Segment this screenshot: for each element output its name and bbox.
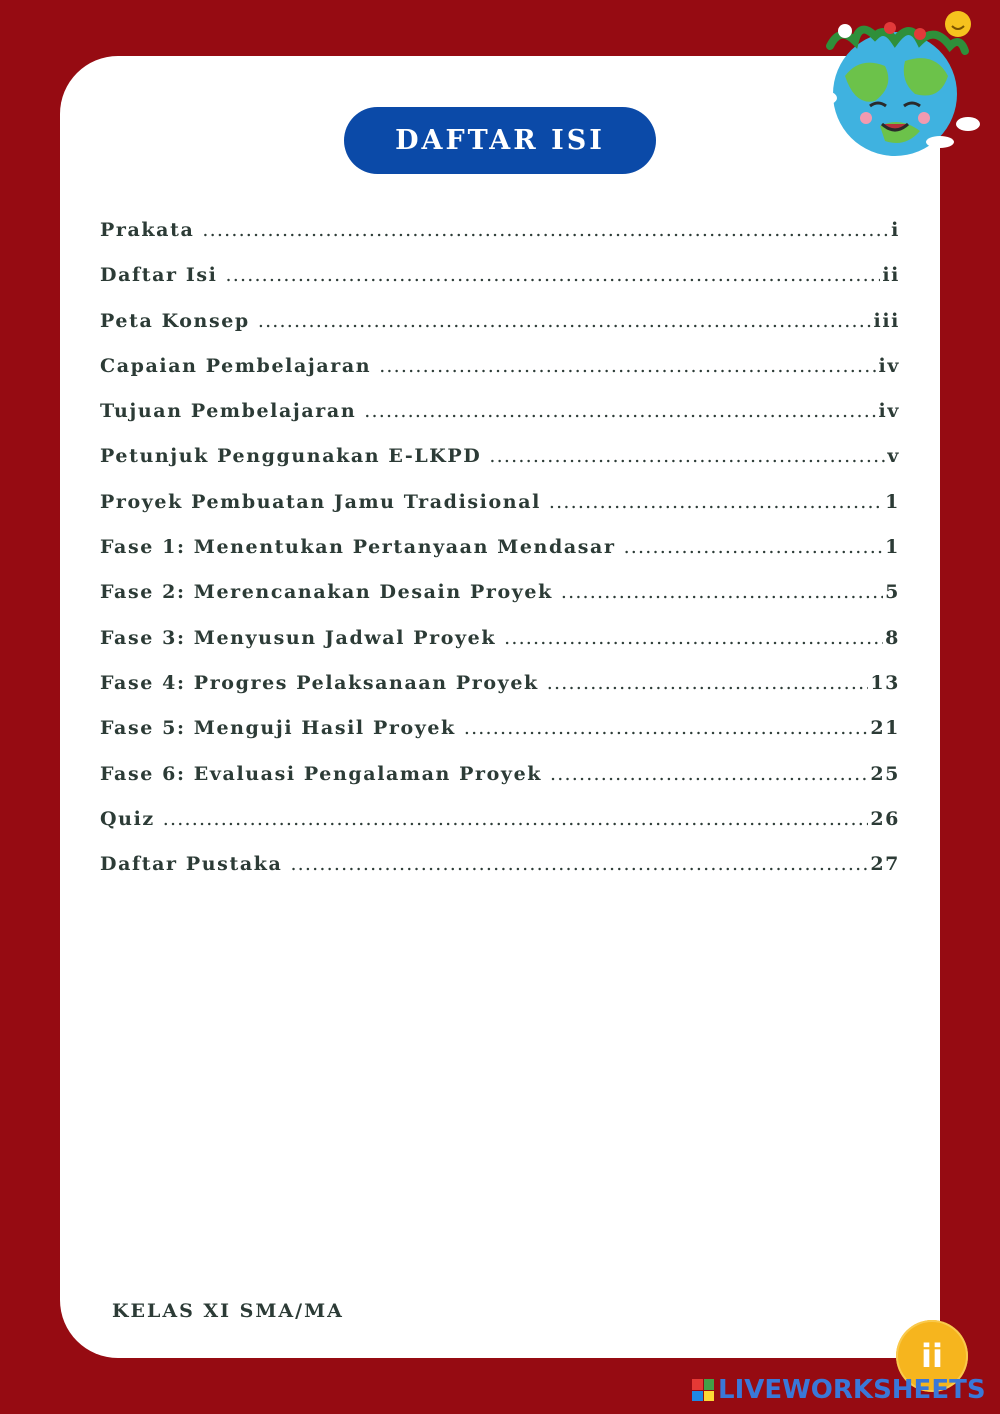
toc-dot-leader [549,480,883,525]
toc-dot-leader [489,434,885,479]
toc-dot-leader [225,253,880,298]
toc-dot-leader [547,661,869,706]
toc-entry-page: 26 [870,807,900,830]
toc-entry[interactable] [100,480,900,525]
toc-entry-page: iv [878,354,900,377]
page-number-badge: ii [896,1320,968,1392]
toc-entry-title: Proyek Pembuatan Jamu Tradisional [100,490,541,513]
toc-dot-leader [624,525,884,570]
liveworksheets-logo-icon [692,1379,714,1401]
toc-entry[interactable] [100,253,900,298]
table-of-contents [100,208,900,887]
toc-entry-title: Tujuan Pembelajaran [100,400,357,423]
toc-entry-title: Fase 5: Menguji Hasil Proyek [100,717,456,740]
toc-entry-page: 1 [885,490,900,513]
earth-illustration-icon [800,6,990,156]
toc-entry-title: Peta Konsep [100,309,250,332]
toc-entry-page: 21 [870,717,900,740]
toc-entry[interactable] [100,616,900,661]
toc-dot-leader [504,616,883,661]
toc-entry-page: 8 [885,626,900,649]
toc-entry-title: Fase 4: Progres Pelaksanaan Proyek [100,671,539,694]
watermark[interactable] [692,1376,986,1404]
toc-dot-leader [550,752,868,797]
toc-entry-page: 1 [885,536,900,559]
toc-entry-page: i [891,219,900,241]
toc-entry-title: Fase 2: Merencanakan Desain Proyek [100,581,553,604]
toc-dot-leader [464,706,869,751]
toc-entry-page: iv [878,400,900,423]
toc-entry-title: Petunjuk Penggunakan E-LKPD [100,445,482,468]
toc-entry-page: 5 [885,581,900,604]
toc-entry[interactable] [100,661,900,706]
toc-dot-leader [290,842,868,887]
class-label: KELAS XI SMA/MA [112,1300,344,1322]
toc-dot-leader [364,389,876,434]
toc-entry-page: 25 [870,762,900,785]
toc-entry[interactable] [100,525,900,570]
toc-entry-page: 13 [870,671,900,694]
toc-entry-title: Daftar Isi [100,264,218,287]
toc-entry-page: iii [873,309,900,332]
toc-entry-page: 27 [870,853,900,876]
toc-entry[interactable] [100,344,900,389]
toc-entry-title: Fase 6: Evaluasi Pengalaman Proyek [100,762,543,785]
toc-entry-title: Quiz [100,807,155,830]
watermark-text: LIVEWORKSHEETS [718,1375,986,1405]
toc-entry-title: Capaian Pembelajaran [100,354,372,377]
toc-entry-title: Fase 3: Menyusun Jadwal Proyek [100,626,497,649]
toc-dot-leader [379,344,876,389]
toc-dot-leader [258,299,872,344]
toc-dot-leader [561,570,883,615]
toc-entry[interactable] [100,434,900,479]
toc-entry[interactable] [100,797,900,842]
toc-entry[interactable] [100,842,900,887]
toc-dot-leader [202,208,889,253]
toc-entry[interactable] [100,389,900,434]
toc-entry-page: v [887,445,900,468]
toc-entry-title: Fase 1: Menentukan Pertanyaan Mendasar [100,536,616,559]
toc-entry[interactable] [100,752,900,797]
toc-entry-title: Prakata [100,219,195,241]
toc-entry[interactable] [100,706,900,751]
toc-entry[interactable] [100,570,900,615]
toc-entry[interactable] [100,208,900,253]
toc-entry-title: Daftar Pustaka [100,853,283,876]
toc-entry-page: ii [882,264,900,287]
page-title: DAFTAR ISI [344,107,656,174]
toc-entry[interactable] [100,299,900,344]
toc-dot-leader [163,797,869,842]
